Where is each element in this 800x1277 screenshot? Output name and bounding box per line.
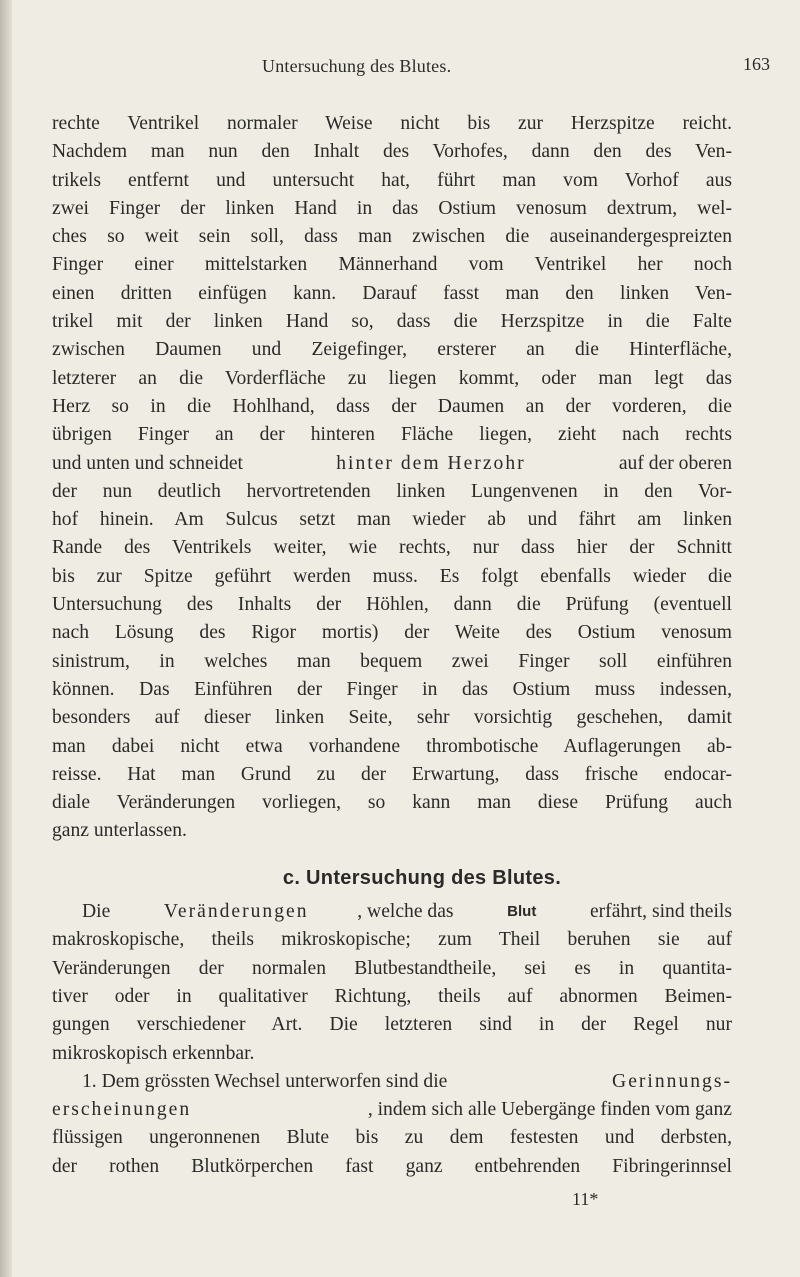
text-line: rechte Ventrikel normaler Weise nicht bis zur Herzspitze reicht. bbox=[52, 113, 732, 134]
paragraph-coagulation bbox=[52, 1068, 732, 1181]
text-line: diale Veränderungen vorliegen, so kann man diese Prüfung auch bbox=[52, 792, 732, 814]
text-fragment: auf der oberen bbox=[613, 452, 732, 474]
page-number: 163 bbox=[743, 54, 770, 74]
text-fragment: , indem sich alle Uebergänge finden vom ganz bbox=[367, 1099, 732, 1121]
spaced-emphasis: hinter dem Herzohr bbox=[336, 452, 526, 474]
text-fragment: und unten und schneidet bbox=[52, 452, 248, 474]
text-line: man dabei nicht etwa vorhandene thrombotische Auflagerungen ab- bbox=[52, 735, 732, 757]
running-head: Untersuchung des Blutes. bbox=[262, 56, 452, 76]
page-body bbox=[52, 110, 732, 1213]
text-line: übrigen Finger an der hinteren Fläche liegen, zieht nach rechts bbox=[52, 424, 732, 446]
text-line: trikels entfernt und untersucht hat, führt man vom Vorhof aus bbox=[52, 169, 732, 191]
text-line: der rothen Blutkörperchen fast ganz entbehrenden Fibringerinnsel bbox=[52, 1155, 732, 1177]
bold-term: Blut bbox=[507, 903, 537, 921]
text-line: ganz unterlassen. bbox=[52, 820, 187, 842]
text-line: zwischen Daumen und Zeigefinger, ersterer an die Hinterfläche, bbox=[52, 339, 732, 361]
spaced-emphasis: erscheinungen bbox=[52, 1099, 192, 1121]
text-line: zwei Finger der linken Hand in das Ostium venosum dextrum, wel- bbox=[52, 197, 732, 219]
text-line: bis zur Spitze geführt werden muss. Es folgt ebenfalls wieder die bbox=[52, 565, 732, 587]
section-heading: c. Untersuchung des Blutes. bbox=[282, 866, 562, 889]
text-line: gungen verschiedener Art. Die letzteren sind in der Regel nur bbox=[52, 1014, 732, 1036]
text-line: reisse. Hat man Grund zu der Erwartung, dass frische endocar- bbox=[52, 763, 732, 785]
page-header bbox=[52, 0, 772, 76]
text-line: der nun deutlich hervortretenden linken Lungenvenen in den Vor- bbox=[52, 480, 732, 502]
text-line: Untersuchung des Inhalts der Höhlen, dann die Prüfung (eventuell bbox=[52, 594, 732, 616]
text-line: können. Das Einführen der Finger in das Ostium muss indessen, bbox=[52, 678, 732, 700]
paragraph-blood-changes bbox=[52, 898, 732, 1068]
text-line-emphasis bbox=[52, 898, 732, 926]
text-line: mikroskopisch erkennbar. bbox=[52, 1042, 255, 1064]
text-line: sinistrum, in welches man bequem zwei Finger soll einführen bbox=[52, 650, 732, 672]
text-fragment: erfährt, sind theils bbox=[585, 901, 732, 923]
book-binding-edge bbox=[0, 0, 12, 1277]
text-line: Veränderungen der normalen Blutbestandtheile, sei es in quantita- bbox=[52, 957, 732, 979]
text-fragment: Die bbox=[82, 901, 116, 923]
text-fragment: , welche das bbox=[357, 901, 459, 923]
text-line: flüssigen ungeronnenen Blute bis zu dem festesten und derbsten, bbox=[52, 1127, 732, 1149]
text-line: letzterer an die Vorderfläche zu liegen kommt, oder man legt das bbox=[52, 367, 732, 389]
paragraph-heart-examination bbox=[52, 110, 732, 846]
text-line: ches so weit sein soll, dass man zwischen die auseinandergespreizten bbox=[52, 226, 732, 248]
text-line: Rande des Ventrikels weiter, wie rechts, nur dass hier der Schnitt bbox=[52, 537, 732, 559]
book-page bbox=[52, 0, 772, 1209]
text-line: makroskopische, theils mikroskopische; zum Theil beruhen sie auf bbox=[52, 929, 732, 951]
text-line: Herz so in die Hohlhand, dass der Daumen an der vorderen, die bbox=[52, 395, 732, 417]
signature-mark: 11* bbox=[572, 1188, 599, 1209]
text-line-emphasis bbox=[52, 1068, 732, 1096]
text-line: tiver oder in qualitativer Richtung, theils auf abnormen Beimen- bbox=[52, 985, 732, 1007]
spaced-emphasis: Gerinnungs- bbox=[612, 1070, 732, 1092]
text-line: Finger einer mittelstarken Männerhand vom Ventrikel her noch bbox=[52, 254, 732, 276]
spaced-emphasis: Veränderungen bbox=[163, 901, 309, 923]
text-line: nach Lösung des Rigor mortis) der Weite des Ostium venosum bbox=[52, 622, 732, 644]
text-line-emphasis bbox=[52, 1096, 732, 1124]
text-fragment: 1. Dem grössten Wechsel unterworfen sind die bbox=[82, 1070, 453, 1092]
text-line: einen dritten einfügen kann. Darauf fasst man den linken Ven- bbox=[52, 282, 732, 304]
text-line-emphasis bbox=[52, 450, 732, 478]
text-line: trikel mit der linken Hand so, dass die Herzspitze in die Falte bbox=[52, 311, 732, 333]
text-line: Nachdem man nun den Inhalt des Vorhofes, dann den des Ven- bbox=[52, 141, 732, 163]
text-line: hof hinein. Am Sulcus setzt man wieder ab und fährt am linken bbox=[52, 509, 732, 531]
text-line: besonders auf dieser linken Seite, sehr vorsichtig geschehen, damit bbox=[52, 707, 732, 729]
